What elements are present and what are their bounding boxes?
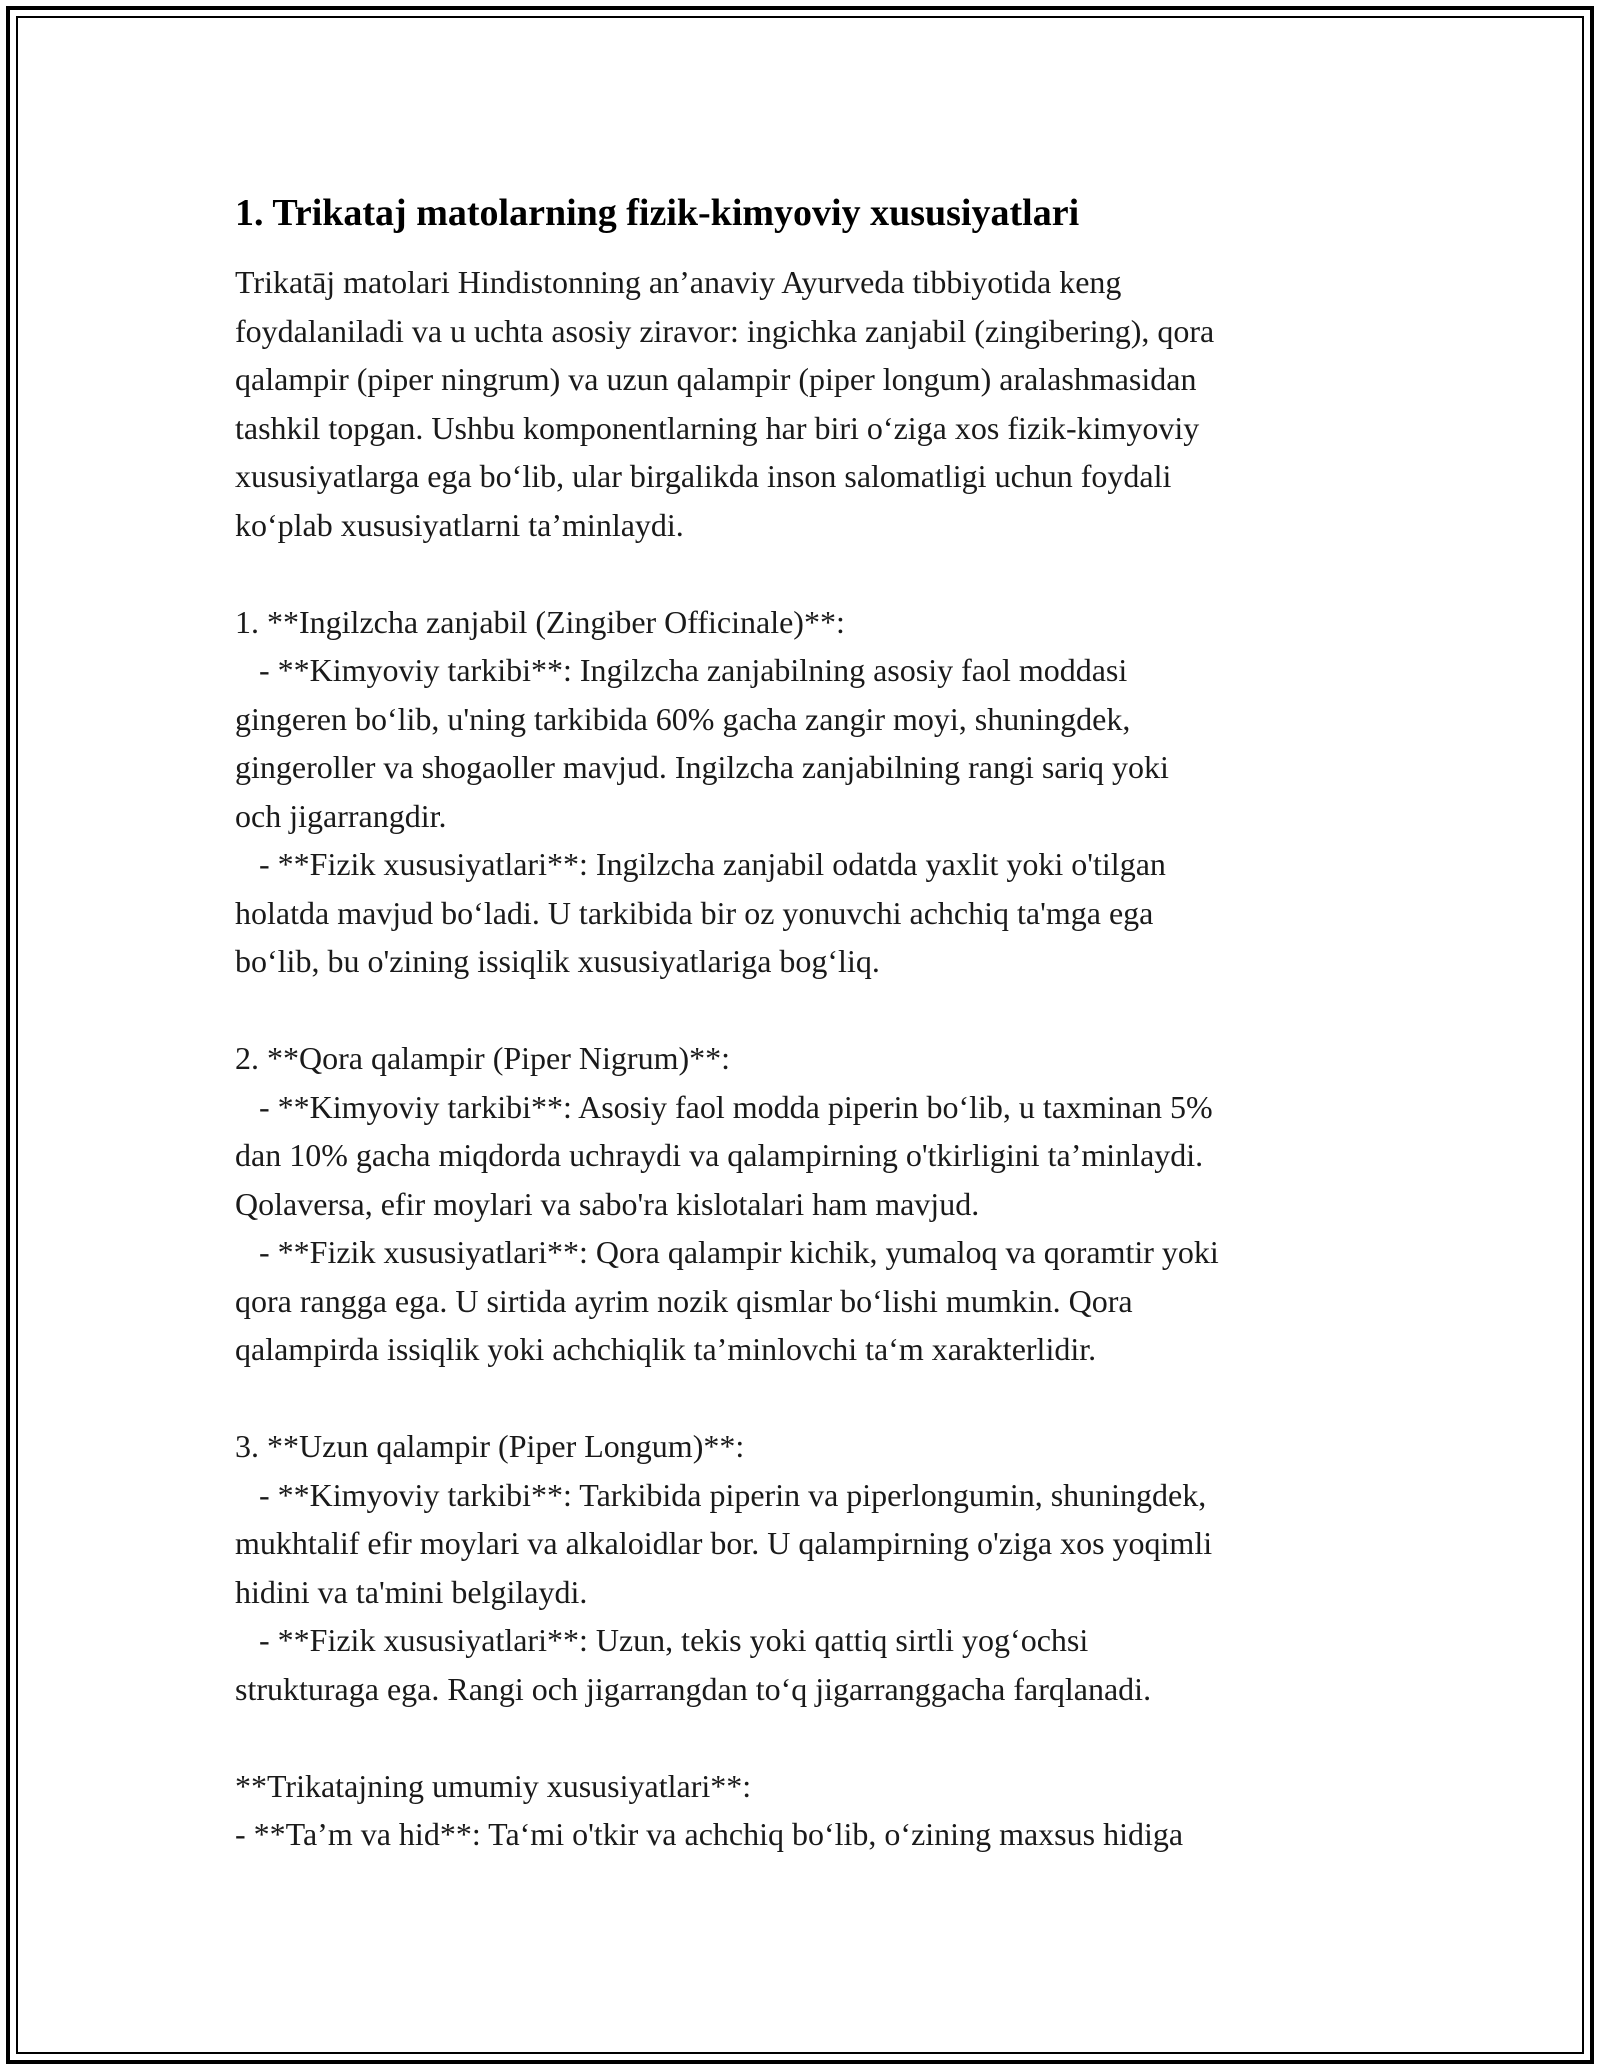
section-line: gingeroller va shogaoller mavjud. Ingilzcha zanjabilning rangi sariq yoki <box>235 749 1169 785</box>
paragraph-spacer <box>235 1374 1375 1423</box>
section-line: Qolaversa, efir moylari va sabo'ra kislotalari ham mavjud. <box>235 1185 980 1222</box>
section-summary <box>235 1762 1375 1859</box>
document-body <box>235 188 1375 1859</box>
section-line: mukhtalif efir moylari va alkaloidlar bor. U qalampirning o'ziga xos yoqimli <box>235 1525 1213 1561</box>
section-line: och jigarrangdir. <box>235 797 447 834</box>
section-line: holatda mavjud bo‘ladi. U tarkibida bir oz yonuvchi achchiq ta'mga ega <box>235 894 1154 931</box>
section-line: bo‘lib, bu o'zining issiqlik xususiyatlariga bog‘liq. <box>235 943 880 979</box>
section-line: - **Kimyoviy tarkibi**: Tarkibida piperin va piperlongumin, shuningdek, <box>235 1476 1207 1513</box>
section-line: - **Kimyoviy tarkibi**: Ingilzcha zanjabilning asosiy faol moddasi <box>235 652 1128 688</box>
paragraph-spacer <box>235 1713 1375 1762</box>
section-line: strukturaga ega. Rangi och jigarrangdan to‘q jigarranggacha farqlanadi. <box>235 1670 1152 1707</box>
paragraph-spacer <box>235 549 1375 598</box>
section-ginger <box>235 598 1375 1035</box>
section-line: - **Ta’m va hid**: Ta‘mi o'tkir va achchiq bo‘lib, o‘zining maxsus hidiga <box>235 1816 1184 1852</box>
section-line: - **Kimyoviy tarkibi**: Asosiy faol modda piperin bo‘lib, u taxminan 5% <box>235 1088 1213 1125</box>
section-line: - **Fizik xususiyatlari**: Uzun, tekis yoki qattiq sirtli yog‘ochsi <box>235 1622 1089 1658</box>
section-heading-long-pepper: 3. **Uzun qalampir (Piper Longum)**: <box>235 1428 745 1464</box>
intro-line: qalampir (piper ningrum) va uzun qalampir (piper longum) aralashmasidan <box>235 361 1197 397</box>
section-black-pepper <box>235 1034 1375 1422</box>
section-line: hidini va ta'mini belgilaydi. <box>235 1573 588 1610</box>
section-line: qalampirda issiqlik yoki achchiqlik ta’minlovchi ta‘m xarakterlidir. <box>235 1331 1097 1367</box>
intro-line: tashkil topgan. Ushbu komponentlarning har biri o‘ziga xos fizik-kimyoviy <box>235 409 1200 446</box>
section-heading-ginger: 1. **Ingilzcha zanjabil (Zingiber Officinale)**: <box>235 603 845 640</box>
intro-line: Trikatāj matolari Hindistonning an’anaviy Ayurveda tibbiyotida keng <box>235 264 1122 300</box>
section-line: gingeren bo‘lib, u'ning tarkibida 60% gacha zangir moyi, shuningdek, <box>235 700 1131 737</box>
section-long-pepper <box>235 1422 1375 1762</box>
section-heading-summary: **Trikatajning umumiy xususiyatlari**: <box>235 1767 752 1804</box>
paragraph-spacer <box>235 986 1375 1035</box>
intro-paragraph <box>235 258 1375 598</box>
intro-line: ko‘plab xususiyatlarni ta’minlaydi. <box>235 506 684 543</box>
intro-line: xususiyatlarga ega bo‘lib, ular birgalikda inson salomatligi uchun foydali <box>235 458 1172 494</box>
section-line: qora rangga ega. U sirtida ayrim nozik qismlar bo‘lishi mumkin. Qora <box>235 1282 1133 1319</box>
section-heading-black-pepper: 2. **Qora qalampir (Piper Nigrum)**: <box>235 1040 730 1076</box>
section-line: - **Fizik xususiyatlari**: Ingilzcha zanjabil odatda yaxlit yoki o'tilgan <box>235 846 1166 882</box>
page-title: 1. Trikataj matolarning fizik-kimyoviy xususiyatlari <box>235 192 1080 234</box>
section-line: - **Fizik xususiyatlari**: Qora qalampir kichik, yumaloq va qoramtir yoki <box>235 1234 1219 1270</box>
intro-line: foydalaniladi va u uchta asosiy ziravor: ingichka zanjabil (zingibering), qora <box>235 312 1215 349</box>
section-line: dan 10% gacha miqdorda uchraydi va qalampirning o'tkirligini ta’minlaydi. <box>235 1137 1204 1173</box>
